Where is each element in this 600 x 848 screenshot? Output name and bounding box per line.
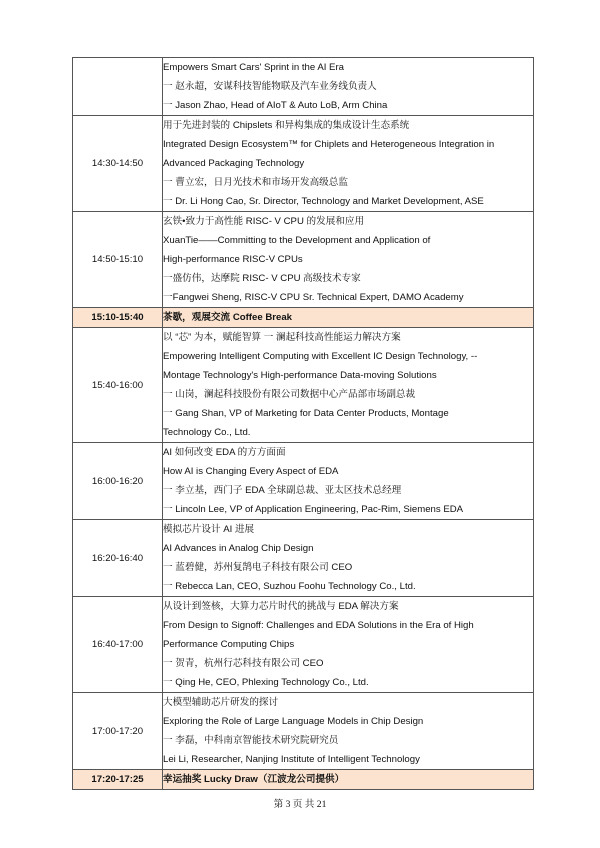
session-content bbox=[163, 770, 534, 790]
session-content bbox=[163, 328, 534, 443]
session-line: Empowering Intelligent Computing with Excellent IC Design Technology, -- bbox=[163, 351, 478, 362]
session-line: Exploring the Role of Large Language Models in Chip Design bbox=[163, 716, 424, 727]
session-content bbox=[163, 116, 534, 212]
session-line: 一 贺青，杭州行芯科技有限公司 CEO bbox=[163, 658, 324, 669]
session-row bbox=[73, 443, 534, 520]
session-line: High-performance RISC-V CPUs bbox=[163, 254, 303, 265]
session-line: 一 Qing He, CEO, Phlexing Technology Co., Ltd. bbox=[163, 677, 369, 688]
session-row bbox=[73, 212, 534, 308]
session-line: 模拟芯片设计 AI 进展 bbox=[163, 524, 255, 535]
session-line: From Design to Signoff: Challenges and EDA Solutions in the Era of High bbox=[163, 620, 474, 631]
session-line: Empowers Smart Cars' Sprint in the AI Era bbox=[163, 62, 344, 73]
session-line: 幸运抽奖 Lucky Draw（江波龙公司提供） bbox=[163, 774, 345, 785]
session-line: Integrated Design Ecosystem™ for Chiplets and Heterogeneous Integration in bbox=[163, 139, 495, 150]
session-row bbox=[73, 116, 534, 212]
session-content bbox=[163, 212, 534, 308]
session-time: 16:40-17:00 bbox=[73, 597, 163, 693]
session-line: AI Advances in Analog Chip Design bbox=[163, 543, 314, 554]
agenda-table bbox=[72, 57, 534, 790]
session-line: 一盛仿伟，达摩院 RISC- V CPU 高级技术专家 bbox=[163, 273, 361, 284]
session-line: 大模型辅助芯片研发的探讨 bbox=[163, 697, 279, 708]
session-line: 一 李立基，西门子 EDA 全球副总裁、亚太区技术总经理 bbox=[163, 485, 402, 496]
session-line: 以 “芯” 为本，赋能智算 一 澜起科技高性能运力解决方案 bbox=[163, 332, 401, 343]
session-line: 一 Dr. Li Hong Cao, Sr. Director, Technology and Market Development, ASE bbox=[163, 196, 484, 207]
session-line: Advanced Packaging Technology bbox=[163, 158, 305, 169]
session-line: 一 Lincoln Lee, VP of Application Engineering, Pac-Rim, Siemens EDA bbox=[163, 504, 464, 515]
session-time: 15:10-15:40 bbox=[73, 308, 163, 328]
session-row bbox=[73, 597, 534, 693]
session-line: 一 山岗，澜起科技股份有限公司数据中心产品部市场副总裁 bbox=[163, 389, 416, 400]
session-line: AI 如何改变 EDA 的方方面面 bbox=[163, 447, 286, 458]
session-line: Montage Technology's High-performance Data-moving Solutions bbox=[163, 370, 437, 381]
session-line: 一 Gang Shan, VP of Marketing for Data Center Products, Montage bbox=[163, 408, 449, 419]
session-line: Lei Li, Researcher, Nanjing Institute of Intelligent Technology bbox=[163, 754, 420, 765]
session-time: 17:00-17:20 bbox=[73, 693, 163, 770]
session-line: 茶歇，观展交流 Coffee Break bbox=[163, 312, 293, 323]
session-time: 16:20-16:40 bbox=[73, 520, 163, 597]
session-line: 一 曹立宏，日月光技术和市场开发高级总监 bbox=[163, 177, 348, 188]
session-line: 一 Rebecca Lan, CEO, Suzhou Foohu Technology Co., Ltd. bbox=[163, 581, 416, 592]
session-content bbox=[163, 308, 534, 328]
session-time bbox=[73, 58, 163, 116]
session-line: 一 李磊，中科南京智能技术研究院研究员 bbox=[163, 735, 339, 746]
break-row bbox=[73, 770, 534, 790]
session-line: Performance Computing Chips bbox=[163, 639, 295, 650]
session-line: 玄铁•致力于高性能 RISC- V CPU 的发展和应用 bbox=[163, 216, 365, 227]
session-row bbox=[73, 693, 534, 770]
session-time: 14:30-14:50 bbox=[73, 116, 163, 212]
session-time: 14:50-15:10 bbox=[73, 212, 163, 308]
session-content bbox=[163, 58, 534, 116]
session-content bbox=[163, 693, 534, 770]
session-line: 从设计到签核，大算力芯片时代的挑战与 EDA 解决方案 bbox=[163, 601, 399, 612]
page-footer: 第 3 页 共 21 bbox=[273, 799, 327, 810]
session-line: How AI is Changing Every Aspect of EDA bbox=[163, 466, 339, 477]
session-time: 17:20-17:25 bbox=[73, 770, 163, 790]
session-line: XuanTie——Committing to the Development and Application of bbox=[163, 235, 431, 246]
break-row bbox=[73, 308, 534, 328]
session-row bbox=[73, 58, 534, 116]
session-line: 一Fangwei Sheng, RISC-V CPU Sr. Technical Expert, DAMO Academy bbox=[163, 292, 464, 303]
session-line: 一 Jason Zhao, Head of AIoT & Auto LoB, Arm China bbox=[163, 100, 388, 111]
session-row bbox=[73, 520, 534, 597]
session-line: 一 蓝碧健，苏州复鹄电子科技有限公司 CEO bbox=[163, 562, 353, 573]
session-line: Technology Co., Ltd. bbox=[163, 427, 251, 438]
session-line: 一 赵永超，安谋科技智能物联及汽车业务线负责人 bbox=[163, 81, 377, 92]
session-content bbox=[163, 520, 534, 597]
session-line: 用于先进封装的 Chipslets 和异构集成的集成设计生态系统 bbox=[163, 120, 410, 131]
session-content bbox=[163, 597, 534, 693]
session-row bbox=[73, 328, 534, 443]
session-time: 15:40-16:00 bbox=[73, 328, 163, 443]
agenda-body bbox=[73, 58, 534, 790]
session-content bbox=[163, 443, 534, 520]
session-time: 16:00-16:20 bbox=[73, 443, 163, 520]
